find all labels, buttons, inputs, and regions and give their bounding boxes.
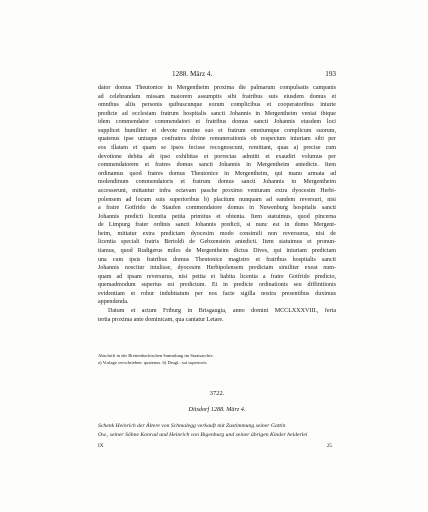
running-head	[98, 68, 336, 80]
body-line: supplicet humiliter et devote nomine suo et fratrum omniumque complicum suorum,	[98, 127, 336, 134]
datum-line: tertia proxima ante dominicam, qua cantatur Letare.	[98, 316, 224, 323]
body-line: dator domus Theutonice in Mergentheim proxima die palmarum compulsatis campanis	[98, 85, 336, 91]
body-line: tiamus, quod Rudigerus miles de Mergentheim dictus Dives, qui iniuriam predictam	[98, 247, 336, 254]
body-line: molendinum commendatoris et fratrum domus sancti Johannis in Mergentheim	[98, 179, 336, 186]
body-line: quemadmodum superius est predictum. Et in predicte ordinationis seu diffinitionis	[98, 282, 336, 289]
body-line: heim, mittatur extra predictam dyocesim modo consimili non reversurus, nisi de	[98, 230, 336, 237]
body-line: Johannis noscitur intulisse, dyocesim Herbipolensem predictam similiter exeat num-	[98, 265, 336, 272]
signature-mark: 25	[326, 443, 332, 449]
body-line: accesserunt, mittantur infra octavam pasche proximo venturam extra dyocesim Herbi-	[98, 187, 336, 194]
body-line: quam ad ipsam reversurus, nisi petita et habita licentia a fratre Gotfrido predicto,	[98, 273, 336, 280]
body-line: polensem ad locum suis superioribus b) placitum nunquam ad eandem reversuri, nisi	[98, 196, 336, 203]
body-line: evidentiam et robur indubitatum per nos facte sigilla nostra presentibus duximus	[98, 290, 336, 297]
body-line: eos illatam et quam se ipsos fecisse recognoscunt, remittant, quas a) precise cum	[98, 145, 336, 152]
body-line: una cum ipsis fratribus domus Theutonice magistro et fratribus hospitalis sancti	[98, 256, 336, 263]
body-line: appendenda.	[98, 299, 129, 306]
textual-note: a) Vorlage verschrieben: quatenus. b) Drugl.: sui superioris.	[98, 359, 208, 365]
body-line: quatenus ipse uniuque confratres divine remunerationis ob respectum iniuriam sibi per	[98, 136, 336, 143]
body-line: ad celebrandam missam maiorem assumptis sibi fratribus suis eiusdem domus et	[98, 93, 336, 100]
body-line: Johannis predicti licentia petita primitus et obtenta. Item statuimus, quod pincerna	[98, 213, 336, 220]
page-footer	[98, 442, 336, 450]
body-line: predicte ad ecclesiam fratrum hospitalis sancti Johannis in Mergentheim veniat ibique	[98, 110, 336, 117]
body-line: omnibus aliis personis quibuscunque eorum complicibus et cooperatoribus iniurie	[98, 102, 336, 109]
page-number: 193	[325, 70, 336, 78]
volume-number: IX	[98, 443, 104, 449]
body-line: ordinamus quod fratres domus Theutonice in Mergentheim, qui manu armata ad	[98, 170, 336, 177]
body-line: idem commendator commendatori et fratribus domus sancti Johannis eiusdem loci	[98, 119, 336, 126]
summary-line: Ow., seiner Söhne Konrad und Heinrich von Bigenburg und seiner übrigen Kinder heiderlei	[98, 431, 308, 438]
document-summary	[98, 422, 336, 439]
body-line: devotione debita ab ipso exhibitas et porrectas admitti et exaudiri volumus per	[98, 153, 336, 160]
document-number: 3722.	[209, 390, 225, 397]
summary-line: Schenk Heinrich der Ältere von Schmalegg verkauft mit Zustimmung seiner Gattin	[98, 423, 286, 429]
document-dateline: Ditsdorf 1288. März 4.	[188, 406, 246, 413]
source-note: Abschrift in der Breitenbachischen Sammlung im Staatsarchiv.	[98, 353, 214, 358]
header-date: 1288. März 4.	[172, 70, 213, 78]
body-line: licentia speciali fratris Bertoldi de Gebzenstein antedicti. Item statuimus et pronun-	[98, 239, 336, 246]
datum-line: Datum et actum Friburg in Brisgaugia, anno domini MCCLXXXVIII., feria	[108, 308, 336, 315]
charter-body	[98, 84, 336, 324]
body-line: de Limpurg frater ordinis sancti Johannis predicti, si nunc est in domo Mergent-	[98, 222, 336, 229]
footnotes	[98, 353, 336, 366]
body-line: commendatorem et fratres domus sancti Johannis in Mergentheim antedicte. Item	[98, 162, 336, 169]
body-line: a fratre Gotfrido de Staufen commendatore domus in Nuwenburg hospitalis sancti	[98, 205, 336, 212]
